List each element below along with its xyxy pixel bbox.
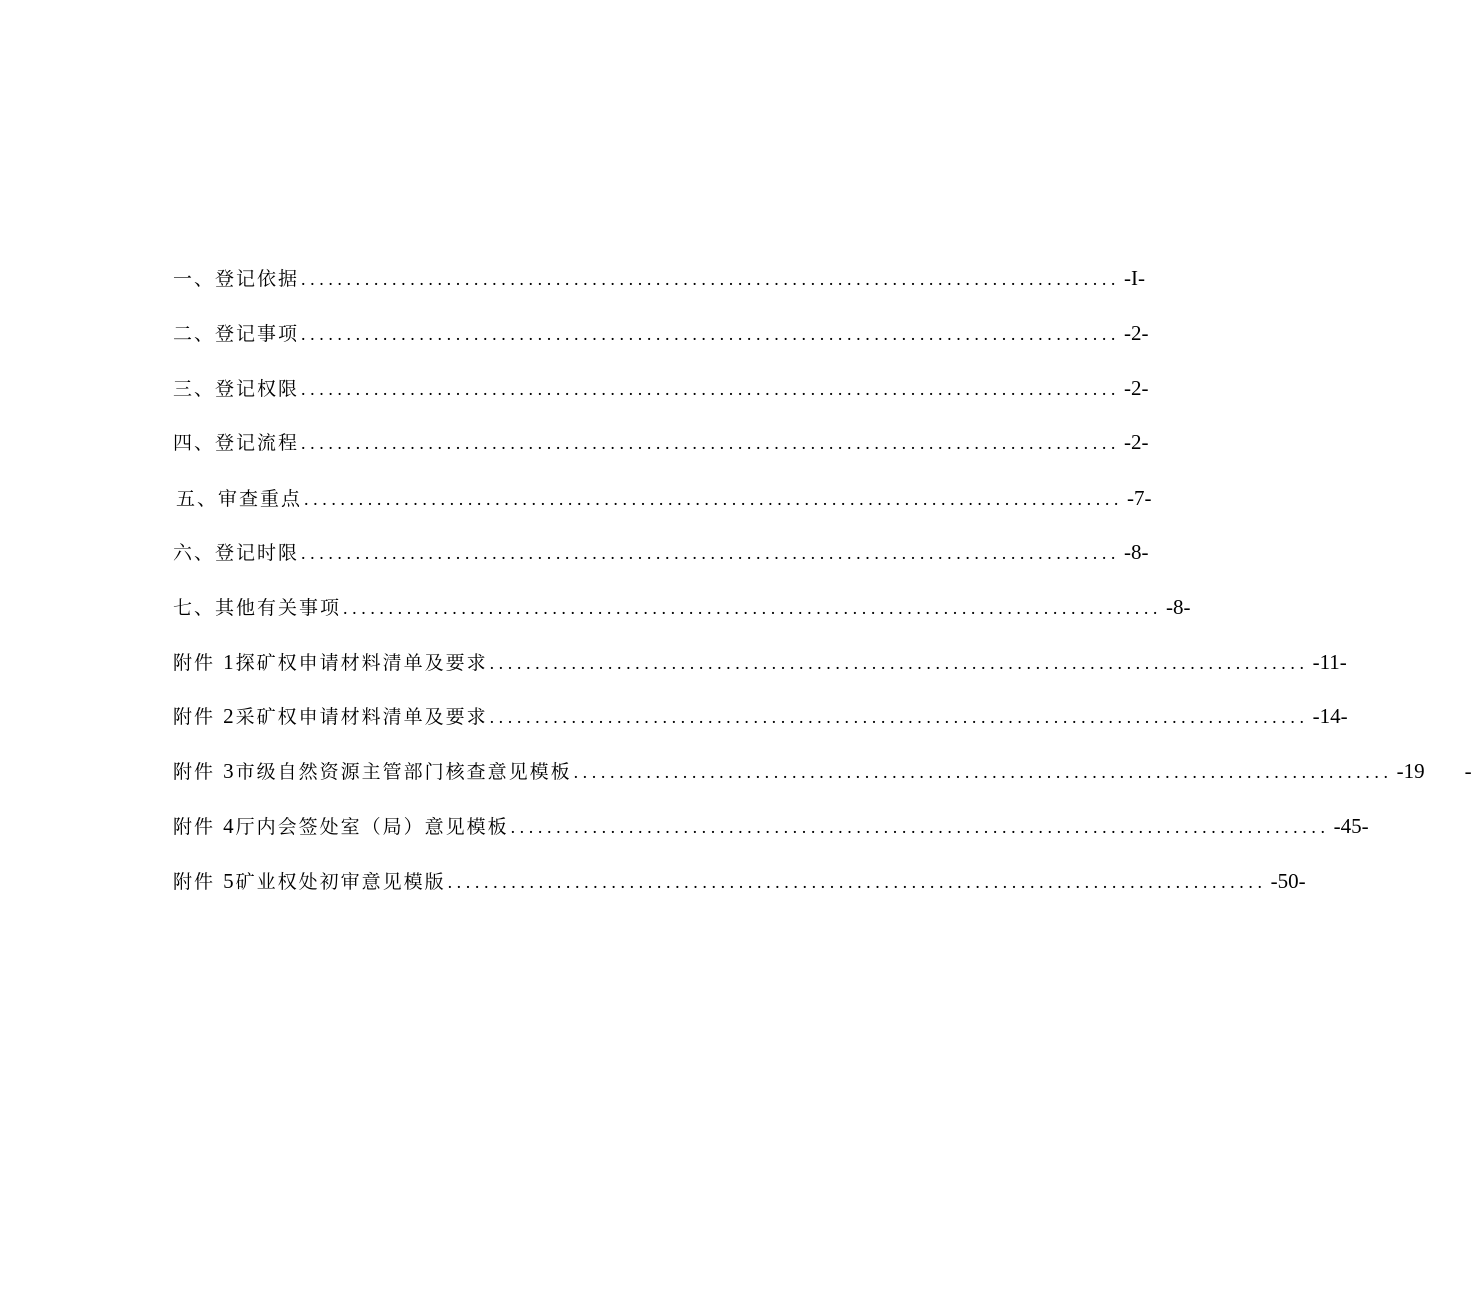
toc-entry-appendix-4[interactable] <box>173 812 1369 842</box>
toc-page-number: -2- <box>1124 376 1149 400</box>
appendix-prefix: 附件 <box>173 706 216 728</box>
toc-page-number-tail: - <box>1464 759 1472 783</box>
toc-entry-title <box>173 867 446 894</box>
appendix-title: 厅内会签处室（局）意见模板 <box>235 816 509 838</box>
toc-entry-title: 二、登记事项 <box>173 323 300 345</box>
appendix-title: 采矿权申请材料清单及要求 <box>235 706 488 728</box>
toc-page-number: -8- <box>1124 540 1149 564</box>
toc-entry-3[interactable] <box>173 374 1149 404</box>
appendix-title: 矿业权处初审意见模版 <box>235 871 446 893</box>
toc-entry-appendix-2[interactable] <box>173 702 1348 732</box>
appendix-prefix: 附件 <box>173 871 216 893</box>
toc-entry-appendix-3[interactable] <box>173 757 1472 787</box>
toc-page-number: -19 <box>1396 759 1425 783</box>
toc-page-number: -11- <box>1312 650 1347 674</box>
toc-entry-title <box>173 812 509 839</box>
toc-page-number: -8- <box>1166 595 1191 619</box>
toc-entry-2[interactable] <box>173 319 1149 349</box>
appendix-number: 1 <box>223 650 234 674</box>
toc-entry-title: 三、登记权限 <box>173 378 300 400</box>
toc-entry-5[interactable] <box>176 484 1152 514</box>
toc-dot-leader: .......................................................................................... <box>301 543 1121 563</box>
toc-page-number: -7- <box>1127 486 1152 510</box>
toc-dot-leader: .......................................................................................... <box>301 324 1121 344</box>
toc-dot-leader: .......................................................................................... <box>510 817 1330 837</box>
toc-dot-leader: .......................................................................................... <box>489 707 1309 727</box>
toc-dot-leader: .......................................................................................... <box>301 379 1121 399</box>
appendix-title: 探矿权申请材料清单及要求 <box>235 652 488 674</box>
toc-entry-title <box>173 648 488 675</box>
toc-page-number: -I- <box>1124 266 1145 290</box>
appendix-prefix: 附件 <box>173 761 216 783</box>
toc-entry-appendix-1[interactable] <box>173 648 1347 678</box>
toc-page-number: -45- <box>1333 814 1369 838</box>
appendix-number: 4 <box>223 814 234 838</box>
toc-dot-leader: .......................................................................................... <box>301 433 1121 453</box>
appendix-title: 市级自然资源主管部门核查意见模板 <box>235 761 572 783</box>
toc-entry-1[interactable] <box>173 264 1145 294</box>
appendix-prefix: 附件 <box>173 816 216 838</box>
toc-page-number: -50- <box>1270 869 1306 893</box>
toc-page-number: -14- <box>1312 704 1348 728</box>
toc-entry-title <box>173 757 572 784</box>
toc-page-number: -2- <box>1124 321 1149 345</box>
appendix-prefix: 附件 <box>173 652 216 674</box>
toc-entry-title: 五、审查重点 <box>176 488 303 510</box>
toc-entry-4[interactable] <box>173 428 1149 458</box>
toc-entry-title: 四、登记流程 <box>173 432 300 454</box>
toc-dot-leader: .......................................................................................... <box>304 489 1124 509</box>
appendix-number: 5 <box>223 869 234 893</box>
toc-dot-leader: .......................................................................................... <box>301 269 1121 289</box>
toc-entry-title <box>173 702 488 729</box>
toc-dot-leader: .......................................................................................... <box>343 598 1163 618</box>
toc-entry-title: 一、登记依据 <box>173 268 300 290</box>
toc-page-number: -2- <box>1124 430 1149 454</box>
toc-dot-leader: .......................................................................................... <box>447 872 1267 892</box>
toc-entry-6[interactable] <box>173 538 1149 568</box>
toc-dot-leader: .......................................................................................... <box>573 762 1393 782</box>
toc-entry-7[interactable] <box>173 593 1191 623</box>
toc-entry-title: 六、登记时限 <box>173 542 300 564</box>
toc-entry-title: 七、其他有关事项 <box>173 597 342 619</box>
appendix-number: 3 <box>223 759 234 783</box>
appendix-number: 2 <box>223 704 234 728</box>
toc-dot-leader: .......................................................................................... <box>489 653 1309 673</box>
toc-entry-appendix-5[interactable] <box>173 867 1306 897</box>
